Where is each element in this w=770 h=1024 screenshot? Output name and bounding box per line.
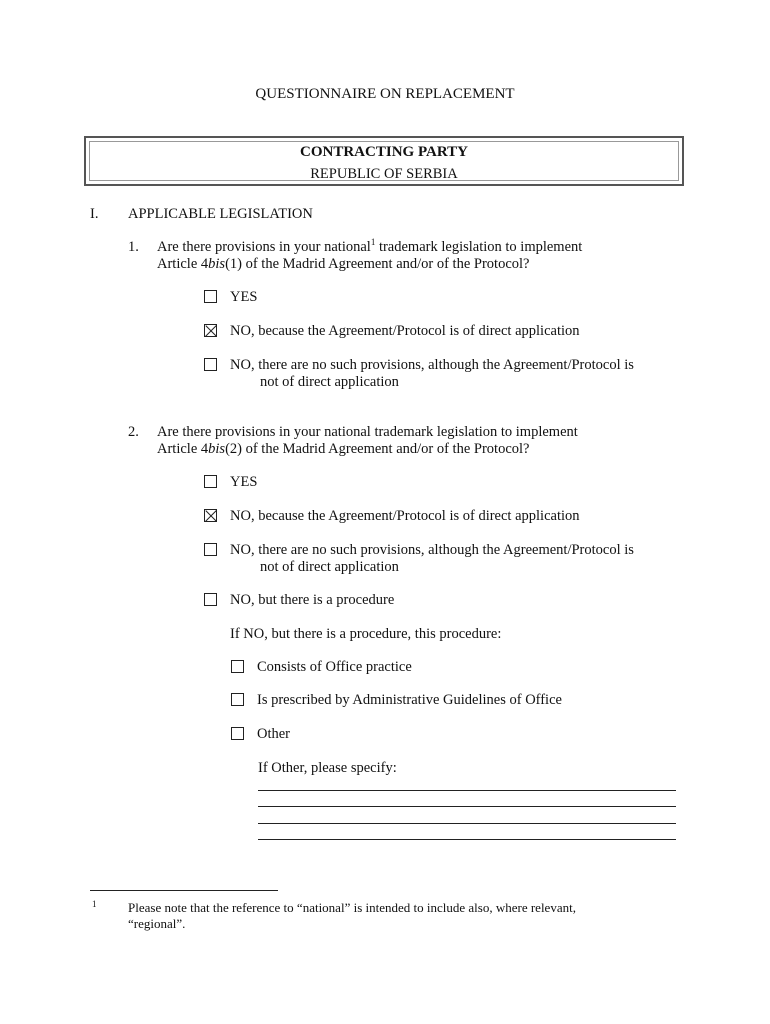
question-1-text-a: Are there provisions in your national [157, 239, 371, 255]
q1-no-provisions-label: NO, there are no such provisions, although the Agreement/Protocol is [230, 357, 634, 373]
question-2-article: Article 4 [157, 441, 209, 457]
contracting-party-name: REPUBLIC OF SERBIA [310, 166, 458, 182]
q2-no-procedure-label: NO, but there is a procedure [230, 592, 395, 608]
footnote-separator [90, 890, 278, 891]
question-1-article: Article 4 [157, 256, 209, 272]
q2-no-direct-application-checkbox[interactable] [204, 509, 217, 522]
question-2-article-rest: (2) of the Madrid Agreement and/or of the Protocol? [225, 441, 530, 457]
administrative-guidelines-checkbox[interactable] [231, 693, 244, 706]
q2-no-provisions-checkbox[interactable] [204, 543, 217, 556]
q2-no-procedure-checkbox[interactable] [204, 593, 217, 606]
question-1-article-rest: (1) of the Madrid Agreement and/or of the Protocol? [225, 256, 530, 272]
other-checkbox[interactable] [231, 727, 244, 740]
other-label: Other [257, 726, 291, 742]
question-2-bis: bis [208, 441, 226, 457]
footnote-text-line2: “regional”. [128, 916, 186, 931]
procedure-prompt: If NO, but there is a procedure, this procedure: [230, 626, 502, 642]
section-number: I. [90, 206, 99, 222]
q1-no-direct-application-checkbox[interactable] [204, 324, 217, 337]
q2-no-provisions-label-cont: not of direct application [260, 559, 399, 575]
q2-yes-label: YES [230, 474, 258, 490]
q1-no-provisions-label-cont: not of direct application [260, 374, 399, 390]
footnote-ref: 1 [370, 237, 376, 247]
office-practice-checkbox[interactable] [231, 660, 244, 673]
question-1-number: 1. [128, 239, 139, 255]
question-1-text-b: trademark legislation to implement [375, 239, 583, 255]
q2-no-provisions-label: NO, there are no such provisions, although the Agreement/Protocol is [230, 542, 634, 558]
question-1-text-line1 [157, 239, 582, 256]
question-2-text-line2 [157, 441, 529, 458]
question-1-bis: bis [208, 256, 226, 272]
q1-yes-label: YES [230, 289, 258, 305]
q1-yes-checkbox[interactable] [204, 290, 217, 303]
contracting-party-heading: CONTRACTING PARTY [300, 144, 468, 160]
q1-no-provisions-checkbox[interactable] [204, 358, 217, 371]
question-2-text-line1: Are there provisions in your national trademark legislation to implement [157, 424, 578, 440]
q2-yes-checkbox[interactable] [204, 475, 217, 488]
footnote-mark: 1 [92, 899, 97, 909]
footnote-text-line1: Please note that the reference to “national” is intended to include also, where relevant, [128, 900, 576, 915]
contracting-party-box [84, 136, 684, 186]
other-specify-line-1[interactable] [258, 790, 676, 791]
question-1-text-line2 [157, 256, 529, 273]
office-practice-label: Consists of Office practice [257, 659, 412, 675]
other-specify-line-2[interactable] [258, 806, 676, 807]
q2-no-direct-application-label: NO, because the Agreement/Protocol is of direct application [230, 508, 580, 524]
page-title: QUESTIONNAIRE ON REPLACEMENT [255, 86, 515, 102]
question-2-number: 2. [128, 424, 139, 440]
administrative-guidelines-label: Is prescribed by Administrative Guidelines of Office [257, 692, 562, 708]
q1-no-direct-application-label: NO, because the Agreement/Protocol is of direct application [230, 323, 580, 339]
other-specify-line-3[interactable] [258, 823, 676, 824]
section-title: APPLICABLE LEGISLATION [128, 206, 313, 222]
other-specify-line-4[interactable] [258, 839, 676, 840]
other-specify-prompt: If Other, please specify: [258, 760, 397, 776]
